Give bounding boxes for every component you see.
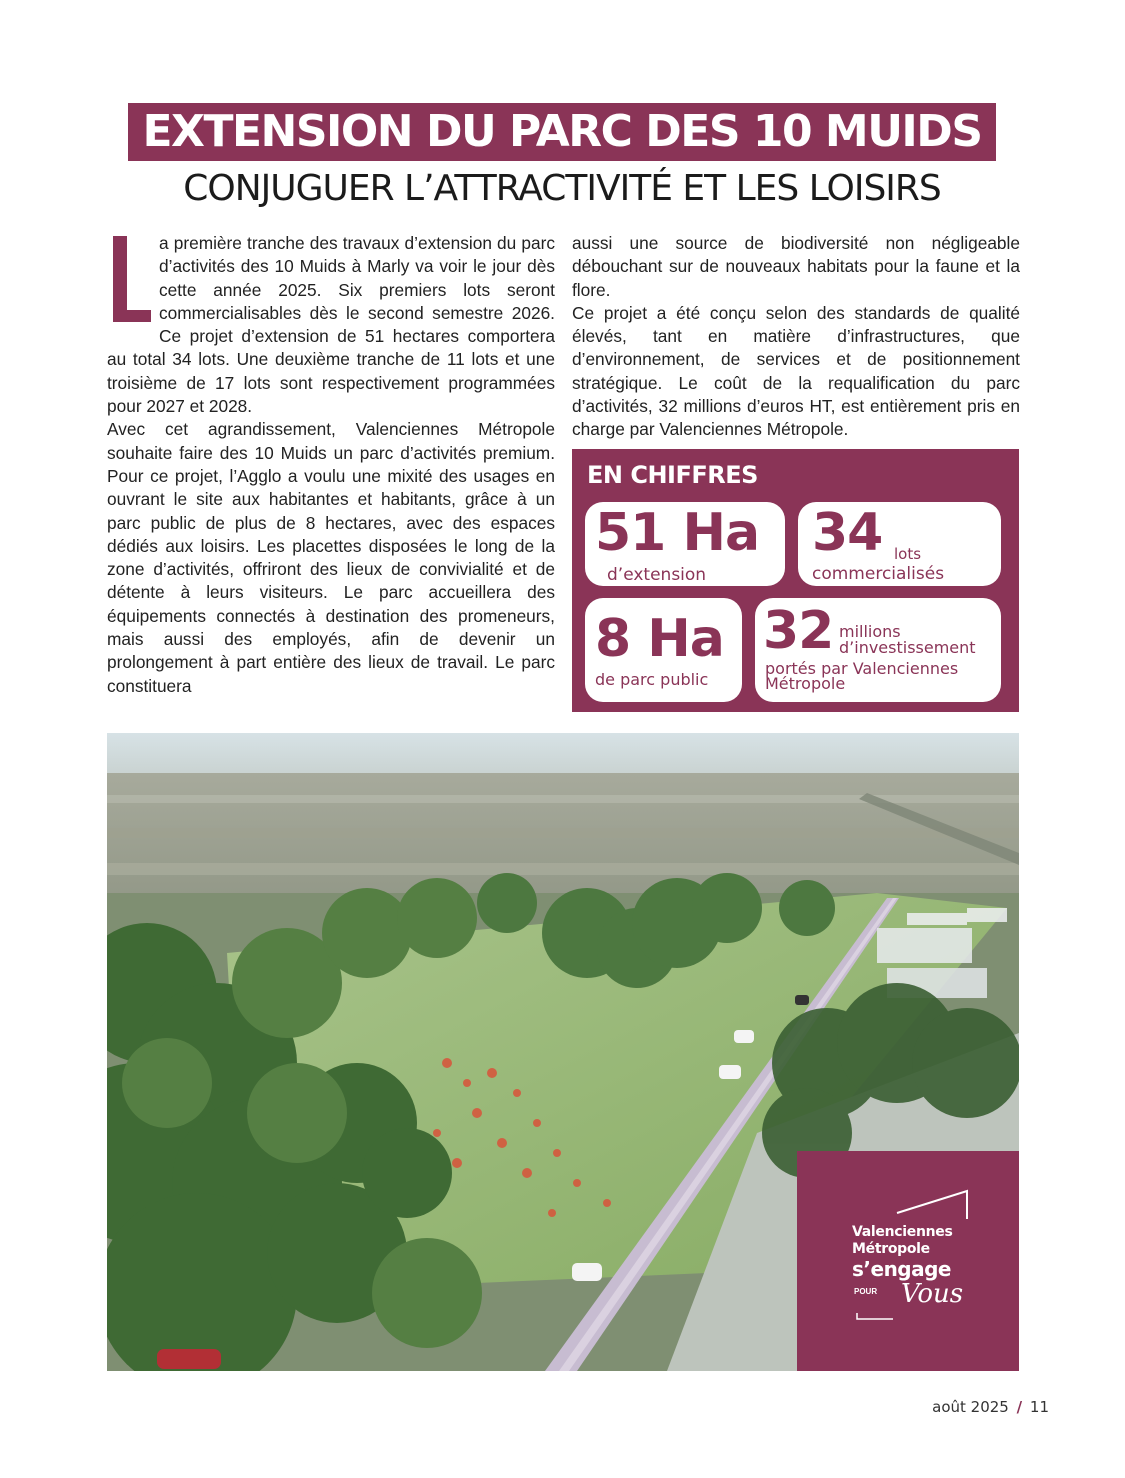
issue-date: août 2025 (932, 1398, 1009, 1416)
stat-label: d’investissement (839, 638, 976, 657)
stat-value: 51 Ha (595, 503, 760, 563)
article-paragraph-4: Ce projet a été conçu selon des standards de qualité élevés, tant en matière d’infrastructures, que d’environnement, de services et de positionnement stratégique. Le coût de la requalification du parc d’activités, 32 millions d’euros HT, est entièrement pris en charge par Valenciennes Métropole. (572, 302, 1020, 440)
article-paragraph-3: aussi une source de biodiversité non négligeable débouchant sur de nouveaux habitats pour la faune et la flore. (572, 233, 1020, 300)
stat-investissement (755, 598, 1001, 702)
key-figures-box (572, 449, 1019, 712)
page-footer (932, 1398, 1049, 1416)
page-number: 11 (1029, 1398, 1049, 1416)
stat-value: 32 (763, 601, 834, 661)
stat-extension (585, 502, 785, 586)
stat-label: d’extension (607, 565, 707, 585)
article-paragraph-2: Avec cet agrandissement, Valenciennes Métropole souhaite faire des 10 Muids un parc d’activités premium. Pour ce projet, l’Agglo a voulu une mixité des usages en ouvrant le site aux habitantes et habitants, grâce à un parc public de plus de 8 hectares, avec des espaces dédiés aux loisirs. Les placettes disposées le long de la zone d’activités, offriront des lieux de convivialité et de détente à leurs visiteurs. Le parc accueillera des équipements connectés à destination des promeneurs, mais aussi des employés, afin de devenir un prolongement à part entière des lieux de travail. Le parc constituera (107, 419, 555, 696)
stat-value: 34 (812, 503, 883, 563)
stat-value: 8 Ha (595, 609, 724, 669)
brand-engagement-badge (797, 1151, 1019, 1371)
brand-vous: Vous (901, 1279, 964, 1309)
stat-label: millions (839, 622, 901, 641)
article-column-right (572, 232, 1020, 442)
article-column-left (107, 232, 555, 698)
stat-lots (798, 502, 1001, 586)
footer-separator: / (1016, 1398, 1023, 1416)
brand-name-line1: Valenciennes (852, 1224, 953, 1240)
article-paragraph-1: a première tranche des travaux d’extension du parc d’activités des 10 Muids à Marly va voir le jour dès cette année 2025. Six premiers lots seront commercialisables dès le second semestre 2026. Ce projet d’extension de 51 hectares comportera au total 34 lots. Une deuxième tranche de 11 lots et une troisième de 17 lots sont respectivement programmées pour 2027 et 2028. (107, 233, 555, 417)
stat-parc-public (585, 598, 742, 702)
page-title: EXTENSION DU PARC DES 10 MUIDS (128, 103, 996, 161)
page-subtitle: CONJUGUER L’ATTRACTIVITÉ ET LES LOISIRS (183, 168, 941, 209)
stat-label: Métropole (765, 674, 846, 693)
stat-label: portés par Valenciennes (765, 659, 959, 678)
brand-slogan: s’engage (852, 1257, 951, 1281)
brand-name-line2: Métropole (852, 1241, 930, 1257)
brand-pour: POUR (854, 1287, 878, 1296)
stat-label: de parc public (595, 670, 709, 689)
stat-label: lots (894, 545, 922, 563)
drop-cap (107, 236, 151, 334)
stat-label: commercialisés (812, 564, 945, 584)
key-figures-title: EN CHIFFRES (587, 461, 758, 489)
